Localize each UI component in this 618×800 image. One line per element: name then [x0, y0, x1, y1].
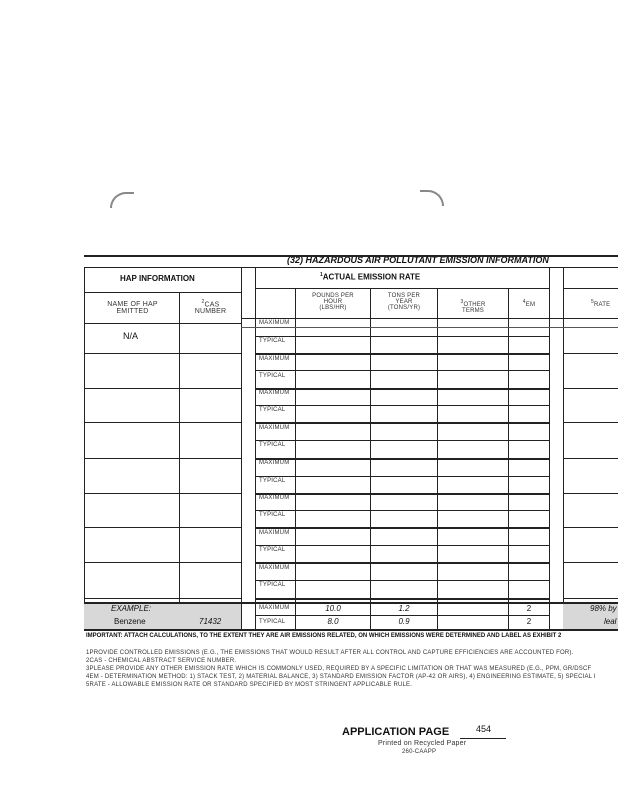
example-bottom-line — [84, 629, 618, 631]
section-title: (32) HAZARDOUS AIR POLLUTANT EMISSION INFORMATION — [287, 255, 549, 265]
example-rate-typ: leal — [604, 617, 617, 626]
col-em-label: EM — [525, 302, 536, 308]
example-max-tons: 1.2 — [398, 604, 410, 613]
col-name-line2: EMITTED — [116, 308, 149, 315]
footnote-2: 2CAS - CHEMICAL ABSTRACT SERVICE NUMBER. — [86, 658, 237, 664]
label-typical-2: TYPICAL — [259, 373, 286, 379]
col-other-line2: TERMS — [462, 308, 484, 314]
col-rate-label: RATE — [593, 302, 611, 308]
col-name-header — [95, 301, 170, 315]
scan-mark-right — [420, 190, 444, 206]
hap-information-header: HAP INFORMATION — [120, 274, 195, 283]
example-hap-name: Benzene — [114, 617, 146, 626]
col-cas-line1: CAS — [204, 301, 220, 309]
footnote-5: 5RATE - ALLOWABLE EMISSION RATE OR STANDARD SPECIFIED BY MOST STRINGENT APPLICABLE RULE. — [86, 682, 413, 688]
rate-block-left-border — [255, 267, 256, 629]
label-maximum-7: MAXIMUM — [259, 530, 290, 536]
grid-top-line — [84, 323, 241, 324]
label-maximum-1: MAXIMUM — [259, 320, 290, 326]
footnote-1: 1PROVIDE CONTROLLED EMISSIONS (E.G., THE EMISSIONS THAT WOULD RESULT AFTER ALL CONTROL AND CAPTURE EFFICIENCIES ARE ACCOUNTED FOR). — [86, 650, 574, 656]
label-maximum-8: MAXIMUM — [259, 565, 290, 571]
label-maximum-5: MAXIMUM — [259, 460, 290, 466]
footnote-marker: 1 — [320, 272, 323, 278]
form-code: 260-CAAPP — [402, 749, 437, 755]
col-lbs-header — [296, 293, 370, 311]
label-maximum-6: MAXIMUM — [259, 495, 290, 501]
example-rate-max: 98% by — [590, 604, 617, 613]
col-lbs-line3: (LBS/HR) — [319, 305, 347, 311]
footnote-marker: 3 — [460, 299, 464, 305]
label-typical-7: TYPICAL — [259, 547, 286, 553]
table-top-border — [84, 255, 618, 257]
hap-right-border — [241, 267, 242, 629]
label-maximum-4: MAXIMUM — [259, 425, 290, 431]
grid-top-line-right — [241, 318, 618, 319]
col-tons-header — [371, 293, 437, 311]
footnote-4: 4EM - DETERMINATION METHOD: 1) STACK TEST, 2) MATERIAL BALANCE, 3) STANDARD EMISSION FACTOR (AP-42 OR AIRS), 4) ENGINEERING ESTIMATE, 5) SPECIAL I — [86, 674, 596, 680]
col-cas-header — [183, 299, 238, 315]
col-tons-line2: YEAR — [395, 299, 413, 305]
label-typical-1: TYPICAL — [259, 338, 286, 344]
hap-subheader-divider — [84, 292, 241, 293]
label-typical-4: TYPICAL — [259, 442, 286, 448]
footnote-3: 3PLEASE PROVIDE ANY OTHER EMISSION RATE WHICH IS COMMONLY USED, REQUIRED BY A SPECIFIC LIMITATION OR THAT WAS MEASURED (E.G., PPM, GR/DSCF — [86, 666, 592, 672]
label-typical-8: TYPICAL — [259, 582, 286, 588]
label-maximum-3: MAXIMUM — [259, 390, 290, 396]
actual-rate-label: ACTUAL EMISSION RATE — [322, 272, 421, 282]
col-other-header — [438, 299, 508, 314]
actual-rate-header — [320, 272, 420, 282]
example-typical-label: TYPICAL — [259, 619, 286, 625]
example-typ-tons: 0.9 — [398, 617, 410, 626]
example-label: EXAMPLE: — [111, 604, 152, 613]
important-note: IMPORTANT: ATTACH CALCULATIONS, TO THE EXTENT THEY ARE AIR EMISSIONS RELATED, ON WHICH EMISSIONS WERE DETERMINED AND LABEL AS EXHIBIT 2 — [86, 633, 562, 639]
footnote-marker: 2 — [201, 299, 205, 305]
example-typ-lbs: 8.0 — [327, 617, 339, 626]
label-typical-3: TYPICAL — [259, 407, 286, 413]
col-em-header — [509, 299, 549, 308]
header-divider — [84, 267, 618, 268]
cas-divider — [179, 292, 180, 629]
label-typical-6: TYPICAL — [259, 512, 286, 518]
col-cas-line2: NUMBER — [194, 308, 227, 316]
example-cas: 71432 — [199, 617, 222, 626]
col-name-line1: NAME OF HAP — [107, 301, 158, 308]
col-lbs-line1: POUNDS PER — [312, 293, 354, 299]
example-mid-line — [255, 615, 549, 616]
footnote-marker: 4 — [522, 299, 526, 305]
example-max-lbs: 10.0 — [325, 604, 341, 613]
example-max-em: 2 — [526, 604, 532, 613]
printed-note: Printed on Recycled Paper — [378, 740, 467, 747]
example-typ-em: 2 — [526, 617, 532, 626]
label-typical-5: TYPICAL — [259, 478, 286, 484]
example-maximum-label: MAXIMUM — [259, 605, 290, 611]
allowable-subheader-divider — [563, 288, 618, 289]
col-tons-line3: (TONS/YR) — [387, 305, 421, 311]
grid-stray-line — [241, 327, 618, 328]
col-rate-header — [591, 299, 610, 308]
page-number-underline — [460, 738, 506, 739]
footnote-marker: 5 — [591, 299, 594, 305]
application-page-number: 454 — [476, 724, 492, 734]
allowable-left-border — [563, 267, 564, 629]
scan-mark-left — [110, 192, 134, 208]
col-tons-line1: TONS PER — [387, 293, 421, 299]
row1-hap-name: N/A — [123, 331, 139, 341]
col-other-line1: OTHER — [463, 302, 486, 308]
col-lbs-line2: HOUR — [323, 299, 343, 305]
application-page-label: APPLICATION PAGE — [342, 726, 450, 738]
label-maximum-2: MAXIMUM — [259, 356, 290, 362]
rate-block-right-border — [549, 267, 550, 629]
left-outer-border — [84, 267, 85, 629]
rate-subheader-divider — [255, 288, 549, 289]
